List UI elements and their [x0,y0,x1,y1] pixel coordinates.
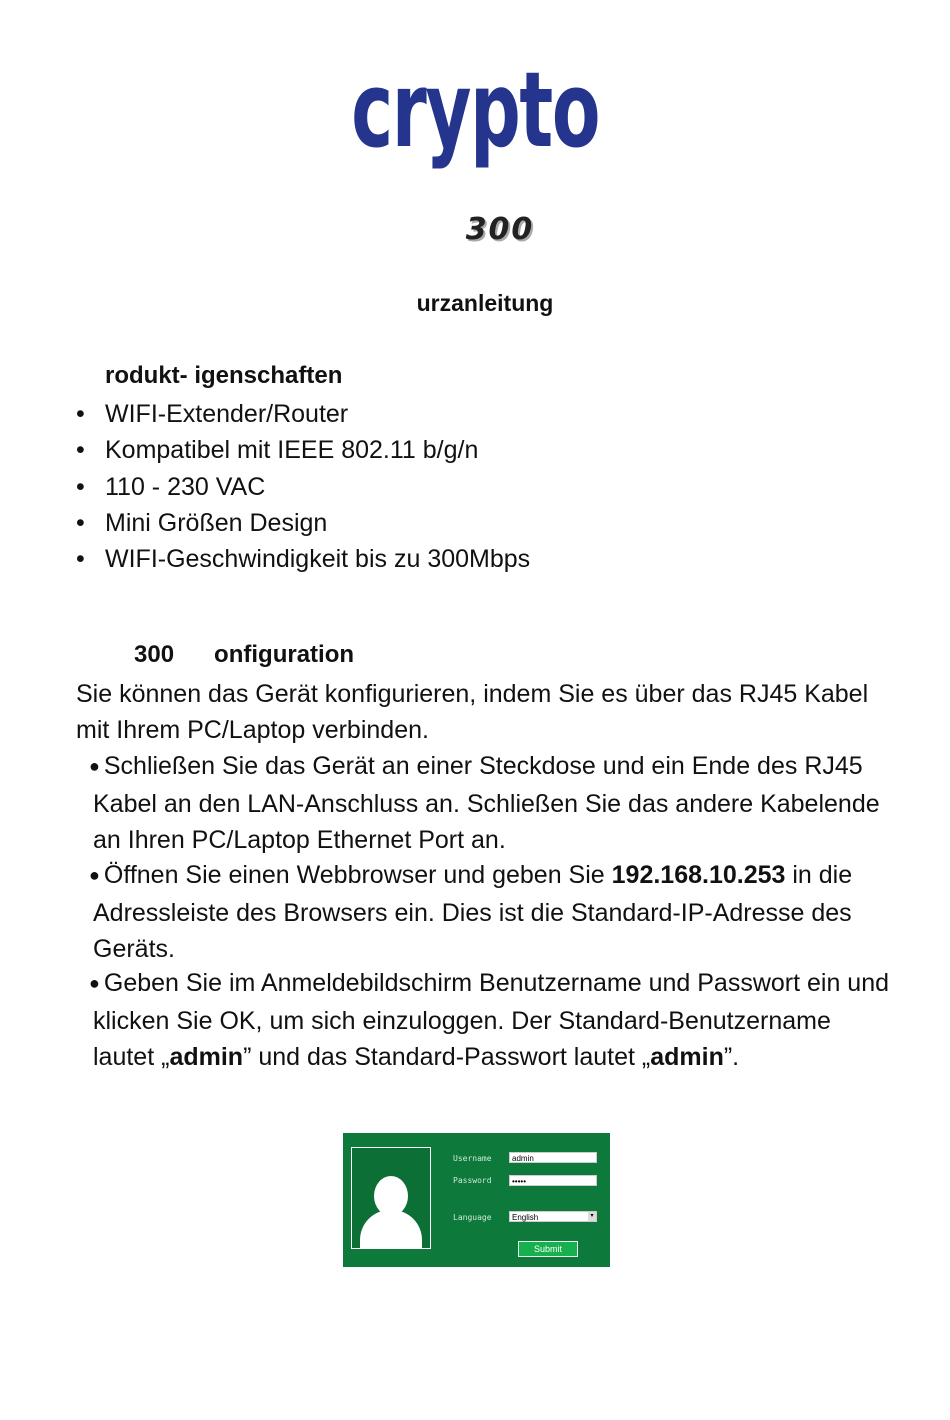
feature-text: Kompatibel mit IEEE 802.11 b/g/n [105,436,479,465]
login-screenshot [343,1133,610,1267]
language-label: Language [453,1213,492,1222]
default-password: admin [650,1043,724,1072]
step-text: Öffnen Sie einen Webbrowser und geben Sie [103,861,612,889]
configuration-heading [134,641,354,669]
configuration-heading-model: 300 [134,641,175,668]
configuration-intro: Sie können das Gerät konfigurieren, indem Sie es über das RJ45 Kabel mit Ihrem PC/Laptop verbinden. [76,680,869,745]
language-selected-value: English [512,1213,539,1222]
step-text: ”. [723,1043,740,1072]
feature-list [76,396,530,577]
password-input[interactable]: ••••• [509,1175,597,1186]
bullet: ● [89,973,100,993]
bullet: ● [89,865,100,885]
username-label: Username [453,1154,492,1163]
feature-text: WIFI-Extender/Router [105,400,349,428]
submit-button[interactable]: Submit [518,1241,578,1257]
feature-item [76,469,530,505]
feature-item [76,541,530,577]
config-step-2 [89,857,893,968]
bullet: • [76,545,85,574]
feature-text: Mini Größen Design [105,508,328,537]
step-text: Geben Sie im Anmeldebildschirm Benutzername und Passwort ein und klicken Sie OK, um sich einzuloggen. Der Standard-Benutzername lautet „ [93,969,890,1072]
step-text: Schließen Sie das Gerät an einer Steckdose und ein Ende des RJ45 Kabel an den LAN-Anschluss an. Schließen Sie das andere Kabelende an Ihren PC/Laptop Ethernet Port an. [93,752,880,855]
configuration-heading-word: onfiguration [214,641,355,668]
password-label: Password [453,1176,492,1185]
feature-text: WIFI-Geschwindigkeit bis zu 300Mbps [105,545,531,574]
logo-text: crypto [351,49,599,171]
config-step-3 [89,965,893,1076]
user-avatar-icon [351,1147,431,1249]
username-input[interactable]: admin [509,1152,597,1163]
feature-text: 110 - 230 VAC [105,472,266,501]
features-heading: rodukt- igenschaften [105,362,343,389]
default-ip-address: 192.168.10.253 [611,861,786,889]
default-username: admin [169,1043,244,1072]
bullet: • [76,436,85,465]
bullet: ● [89,756,100,776]
feature-item [76,505,530,541]
bullet: • [76,400,85,428]
bullet: • [76,472,85,501]
feature-item [76,432,530,468]
brand-logo [0,49,950,171]
step-text: in die Adressleiste des Browsers ein. Dies ist die Standard-IP-Adresse des Geräts. [93,861,853,964]
bullet: • [76,508,85,537]
document-subtitle: urzanleitung [416,290,554,316]
feature-item [76,396,530,432]
chevron-down-icon[interactable]: ▾ [588,1212,596,1221]
step-text: ” und das Standard-Passwort lautet „ [243,1043,651,1072]
model-number [0,212,950,247]
model-number-text: 300 [465,212,535,247]
language-select[interactable] [509,1211,597,1222]
config-step-1 [89,748,893,859]
